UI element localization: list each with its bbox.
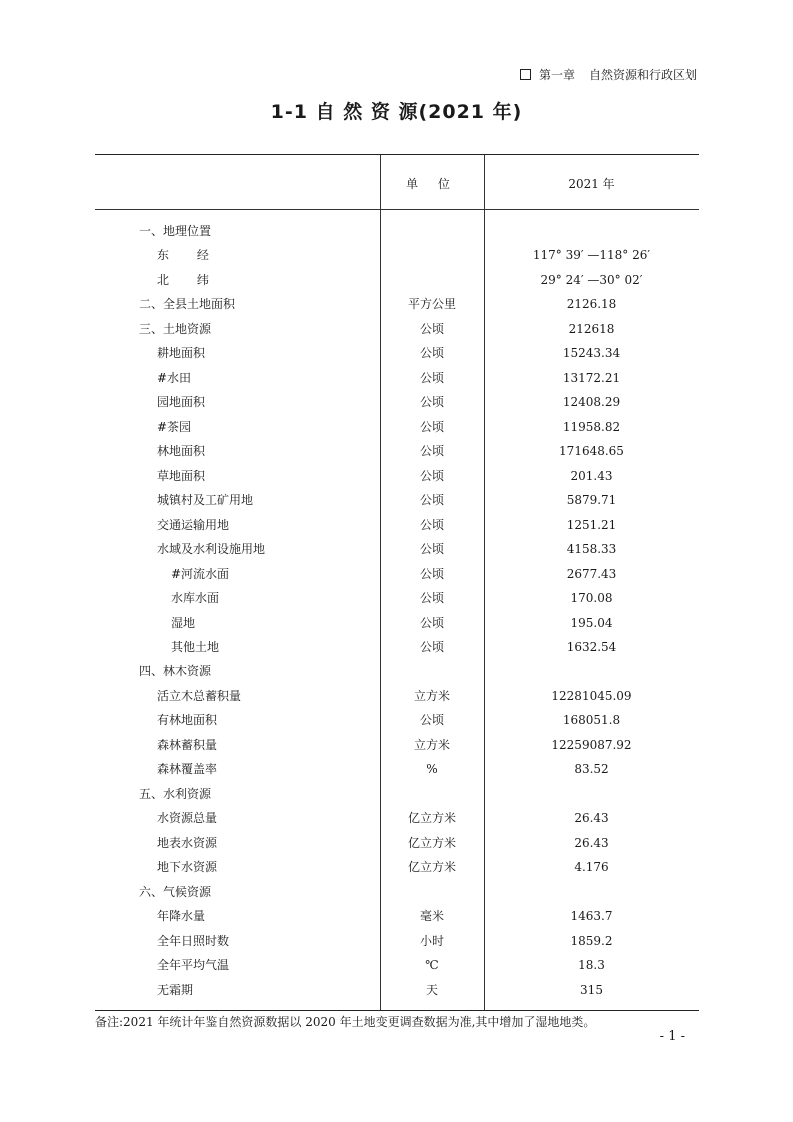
row-value: 171648.65 [559, 444, 624, 459]
row-name: 有林地面积 [157, 713, 218, 728]
header-unit: 单 位 [406, 177, 458, 191]
row-name: 五、水利资源 [139, 786, 212, 801]
row-name: 城镇村及工矿用地 [157, 493, 254, 508]
row-value: 18.3 [578, 958, 605, 973]
row-name: 园地面积 [157, 395, 206, 410]
row-value: 2126.18 [566, 297, 617, 312]
row-value: 26.43 [574, 835, 609, 850]
header-year: 2021 年 [568, 177, 615, 191]
table-row [95, 537, 699, 561]
table-row [95, 904, 699, 928]
row-name: 耕地面积 [157, 346, 206, 361]
row-value: 15243.34 [562, 346, 621, 361]
row-value: 12281045.09 [551, 688, 632, 703]
row-name: 东 经 [157, 248, 221, 263]
row-name: 林地面积 [157, 444, 206, 459]
row-name: 水域及水利设施用地 [157, 542, 266, 557]
table-row [95, 488, 699, 512]
row-value: 12408.29 [562, 395, 621, 410]
row-value: 170.08 [570, 591, 613, 606]
row-unit: 公顷 [419, 517, 444, 532]
row-name: 全年日照时数 [157, 933, 230, 948]
row-unit: 公顷 [419, 370, 444, 385]
table-row [95, 390, 699, 414]
table-row [95, 464, 699, 488]
row-value: 2677.43 [566, 566, 617, 581]
square-icon [520, 69, 531, 80]
row-name: 无霜期 [157, 982, 194, 997]
row-value: 168051.8 [562, 713, 621, 728]
row-name: 北 纬 [157, 272, 221, 287]
row-unit: 天 [425, 982, 438, 997]
row-name: 地下水资源 [157, 860, 218, 875]
row-unit: 毫米 [419, 909, 444, 924]
table-row [95, 292, 699, 316]
row-name: 湿地 [171, 615, 196, 630]
table-row [95, 268, 699, 292]
table-row [95, 366, 699, 390]
row-unit: 公顷 [419, 468, 444, 483]
page-number: - 1 - [659, 1029, 685, 1044]
row-name: #水田 [157, 370, 192, 385]
row-value: 11958.82 [562, 419, 621, 434]
row-name: 活立木总蓄积量 [157, 688, 242, 703]
row-name: 草地面积 [157, 468, 206, 483]
row-name: 年降水量 [157, 909, 206, 924]
row-unit: ℃ [425, 958, 439, 973]
row-value: 83.52 [574, 762, 609, 777]
row-name: 地表水资源 [157, 835, 218, 850]
table-row [95, 757, 699, 781]
row-unit: 公顷 [419, 639, 444, 654]
table-row [95, 243, 699, 267]
table-row [95, 513, 699, 537]
row-unit: 立方米 [413, 688, 450, 703]
row-name: 森林蓄积量 [157, 737, 218, 752]
row-name: #河流水面 [171, 566, 230, 581]
table-row [95, 659, 699, 683]
row-value: 12259087.92 [551, 737, 632, 752]
row-unit: % [426, 762, 438, 777]
row-value: 1632.54 [566, 639, 617, 654]
table-row [95, 831, 699, 855]
table-row [95, 611, 699, 635]
table-header [95, 155, 699, 210]
row-name: 一、地理位置 [139, 224, 212, 238]
chapter-label: 第一章 [538, 68, 575, 82]
row-name: 水资源总量 [157, 811, 218, 826]
row-name: 交通运输用地 [157, 517, 230, 532]
row-name: 全年平均气温 [157, 958, 230, 973]
row-unit: 公顷 [419, 713, 444, 728]
table-row [95, 439, 699, 463]
section-label: 自然资源和行政区划 [588, 68, 697, 82]
table-row [95, 317, 699, 341]
table-row [95, 806, 699, 830]
table-row [95, 635, 699, 659]
row-unit: 公顷 [419, 346, 444, 361]
table-row [95, 586, 699, 610]
table-row [95, 733, 699, 757]
row-unit: 公顷 [419, 615, 444, 630]
row-value: 195.04 [570, 615, 613, 630]
row-name: 四、林木资源 [139, 664, 212, 679]
table-row [95, 978, 699, 1002]
row-value: 26.43 [574, 811, 609, 826]
row-name: #茶园 [157, 419, 192, 434]
row-unit: 公顷 [419, 444, 444, 459]
row-unit: 公顷 [419, 591, 444, 606]
row-value: 4158.33 [566, 542, 617, 557]
table-row [95, 684, 699, 708]
row-value: 117° 39′ —118° 26′ [532, 248, 651, 263]
row-name: 三、土地资源 [139, 321, 212, 336]
table-row [95, 953, 699, 977]
row-unit: 公顷 [419, 542, 444, 557]
page-title: 1-1 自 然 资 源(2021 年) [270, 101, 523, 123]
row-value: 1859.2 [570, 933, 613, 948]
row-name: 二、全县土地面积 [139, 297, 236, 312]
row-unit: 立方米 [413, 737, 450, 752]
row-unit: 小时 [419, 933, 444, 948]
table-row [95, 880, 699, 904]
row-name: 其他土地 [171, 639, 220, 654]
row-value: 1463.7 [570, 909, 613, 924]
row-value: 4.176 [574, 860, 609, 875]
row-unit: 公顷 [419, 566, 444, 581]
table-row [95, 562, 699, 586]
table-body [95, 219, 699, 1002]
row-value: 201.43 [570, 468, 613, 483]
row-value: 29° 24′ —30° 02′ [540, 272, 643, 287]
table-row [95, 782, 699, 806]
row-unit: 公顷 [419, 419, 444, 434]
table-row [95, 341, 699, 365]
table-row [95, 708, 699, 732]
resource-table [95, 154, 699, 1011]
row-unit: 亿立方米 [407, 811, 456, 826]
row-unit: 公顷 [419, 395, 444, 410]
table-row [95, 929, 699, 953]
row-name: 水库水面 [171, 591, 220, 606]
running-header [520, 66, 697, 83]
row-unit: 亿立方米 [407, 860, 456, 875]
row-unit: 公顷 [419, 493, 444, 508]
row-value: 1251.21 [566, 517, 617, 532]
table-row [95, 415, 699, 439]
row-name: 六、气候资源 [139, 884, 212, 899]
table-row [95, 855, 699, 879]
row-value: 212618 [568, 321, 615, 336]
table-row [95, 219, 699, 243]
row-value: 5879.71 [566, 493, 617, 508]
row-name: 森林覆盖率 [157, 762, 218, 777]
row-unit: 公顷 [419, 321, 444, 336]
row-value: 13172.21 [562, 370, 621, 385]
row-unit: 亿立方米 [407, 835, 456, 850]
row-value: 315 [580, 982, 603, 997]
footnote: 备注:2021 年统计年鉴自然资源数据以 2020 年土地变更调查数据为准,其中增加了湿地地类。 [95, 1015, 596, 1029]
row-unit: 平方公里 [407, 297, 456, 312]
